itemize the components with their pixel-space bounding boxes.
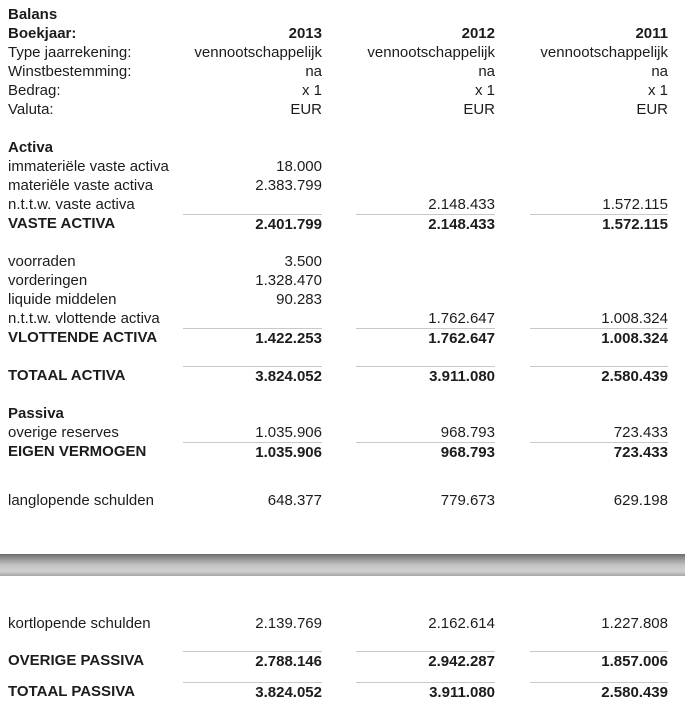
value-2013: 1.422.253	[183, 328, 322, 347]
meta-label-bedrag: Bedrag:	[8, 82, 61, 99]
row-label: vorderingen	[8, 272, 88, 289]
value-2012: 2.148.433	[356, 214, 495, 233]
spacer	[0, 633, 685, 651]
value-2011	[530, 290, 668, 309]
spacer	[0, 385, 685, 404]
row-liquide-middelen	[0, 290, 685, 309]
value-2012: 3.911.080	[356, 366, 495, 385]
value-2012: 1.762.647	[356, 328, 495, 347]
value-2012: 3.911.080	[356, 682, 495, 701]
meta-row-bedrag	[0, 81, 685, 100]
meta-label-type: Type jaarrekening:	[8, 44, 132, 61]
row-nttw-vaste-activa	[0, 195, 685, 214]
meta-value-2012: EUR	[463, 101, 495, 118]
value-2011	[530, 252, 668, 271]
row-label: langlopende schulden	[8, 492, 154, 509]
meta-value-2012: vennootschappelijk	[367, 44, 495, 61]
value-2011: 1.857.006	[530, 651, 668, 670]
meta-label-boekjaar: Boekjaar:	[8, 25, 77, 42]
title-row	[0, 5, 685, 24]
value-2013: 90.283	[276, 291, 322, 308]
value-2012: 968.793	[356, 442, 495, 461]
value-2013: 2.139.769	[255, 615, 322, 632]
meta-label-winstbestemming: Winstbestemming:	[8, 63, 132, 80]
meta-value-2011: na	[651, 63, 668, 80]
row-label: n.t.t.w. vaste activa	[8, 196, 135, 213]
row-label: kortlopende schulden	[8, 615, 151, 632]
meta-value-2012: x 1	[474, 82, 495, 99]
row-label: n.t.t.w. vlottende activa	[8, 310, 160, 327]
row-materiele-vaste-activa	[0, 176, 685, 195]
value-2013: 648.377	[267, 492, 322, 509]
value-2011: 1.008.324	[530, 328, 668, 347]
row-vaste-activa-total	[0, 214, 685, 233]
value-2011	[530, 157, 668, 176]
row-label: TOTAAL PASSIVA	[8, 683, 135, 700]
value-2012	[356, 252, 495, 271]
meta-value-2011: EUR	[636, 101, 668, 118]
row-label: OVERIGE PASSIVA	[8, 652, 145, 669]
value-2012: 2.942.287	[356, 651, 495, 670]
value-2011: 2.580.439	[530, 366, 668, 385]
value-2011: 723.433	[613, 424, 668, 441]
value-2013	[183, 195, 322, 214]
value-2011: 2.580.439	[530, 682, 668, 701]
value-2013	[183, 309, 322, 328]
value-2011: 1.227.808	[601, 615, 668, 632]
value-2012	[356, 157, 495, 176]
spacer	[0, 461, 685, 491]
meta-row-winstbestemming	[0, 62, 685, 81]
value-2013: 2.401.799	[183, 214, 322, 233]
row-overige-passiva-total	[0, 651, 685, 670]
meta-row-type-jaarrekening	[0, 43, 685, 62]
spacer	[0, 347, 685, 366]
value-2011: 1.572.115	[530, 214, 668, 233]
column-header-2013: 2013	[288, 25, 322, 42]
value-2013: 2.788.146	[183, 651, 322, 670]
column-header-2011: 2011	[635, 25, 668, 42]
column-header-2012: 2012	[461, 25, 495, 42]
spacer	[0, 670, 685, 682]
value-2011	[530, 176, 668, 195]
value-2011: 723.433	[530, 442, 668, 461]
value-2012	[356, 271, 495, 290]
value-2013: 3.500	[284, 253, 322, 270]
page-title: Balans	[8, 6, 58, 23]
value-2011	[530, 271, 668, 290]
value-2012: 2.162.614	[428, 615, 495, 632]
meta-value-2011: x 1	[647, 82, 668, 99]
activa-heading: Activa	[8, 139, 54, 156]
row-eigen-vermogen-total	[0, 442, 685, 461]
row-voorraden	[0, 252, 685, 271]
value-2012: 1.762.647	[428, 310, 495, 327]
row-vlottende-activa-total	[0, 328, 685, 347]
meta-value-2013: vennootschappelijk	[194, 44, 322, 61]
row-label: VLOTTENDE ACTIVA	[8, 329, 158, 346]
meta-value-2012: na	[478, 63, 495, 80]
value-2013: 1.328.470	[255, 272, 322, 289]
passiva-heading: Passiva	[8, 405, 64, 422]
value-2012	[356, 176, 495, 195]
value-2013: 3.824.052	[183, 366, 322, 385]
value-2012: 968.793	[440, 424, 495, 441]
value-2012	[356, 290, 495, 309]
row-label: voorraden	[8, 253, 76, 270]
value-2013: 2.383.799	[255, 177, 322, 194]
spacer	[0, 233, 685, 252]
meta-value-2013: na	[305, 63, 322, 80]
value-2012: 2.148.433	[428, 196, 495, 213]
section-heading-activa	[0, 138, 685, 157]
row-overige-reserves	[0, 423, 685, 442]
value-2013: 3.824.052	[183, 682, 322, 701]
value-2012: 779.673	[440, 492, 495, 509]
value-2013: 1.035.906	[255, 424, 322, 441]
meta-row-boekjaar	[0, 24, 685, 43]
value-2013: 18.000	[276, 158, 322, 175]
spacer	[0, 119, 685, 138]
section-heading-passiva	[0, 404, 685, 423]
row-label: VASTE ACTIVA	[8, 215, 116, 232]
row-label: EIGEN VERMOGEN	[8, 443, 147, 460]
meta-row-valuta	[0, 100, 685, 119]
row-label: immateriële vaste activa	[8, 158, 169, 175]
row-totaal-passiva	[0, 682, 685, 701]
meta-value-2013: x 1	[301, 82, 322, 99]
meta-value-2011: vennootschappelijk	[540, 44, 668, 61]
row-label: TOTAAL ACTIVA	[8, 367, 126, 384]
meta-value-2013: EUR	[290, 101, 322, 118]
row-label: materiële vaste activa	[8, 177, 154, 194]
value-2011: 1.572.115	[602, 196, 668, 213]
value-2013: 1.035.906	[183, 442, 322, 461]
value-2011: 629.198	[613, 492, 668, 509]
row-immateriele-vaste-activa	[0, 157, 685, 176]
meta-label-valuta: Valuta:	[8, 101, 54, 118]
row-nttw-vlottende-activa	[0, 309, 685, 328]
row-langlopende-schulden	[0, 491, 685, 510]
row-label: overige reserves	[8, 424, 119, 441]
section-divider-bar	[0, 554, 685, 576]
row-kortlopende-schulden	[0, 614, 685, 633]
row-label: liquide middelen	[8, 291, 117, 308]
row-vorderingen	[0, 271, 685, 290]
row-totaal-activa	[0, 366, 685, 385]
value-2011: 1.008.324	[601, 310, 668, 327]
